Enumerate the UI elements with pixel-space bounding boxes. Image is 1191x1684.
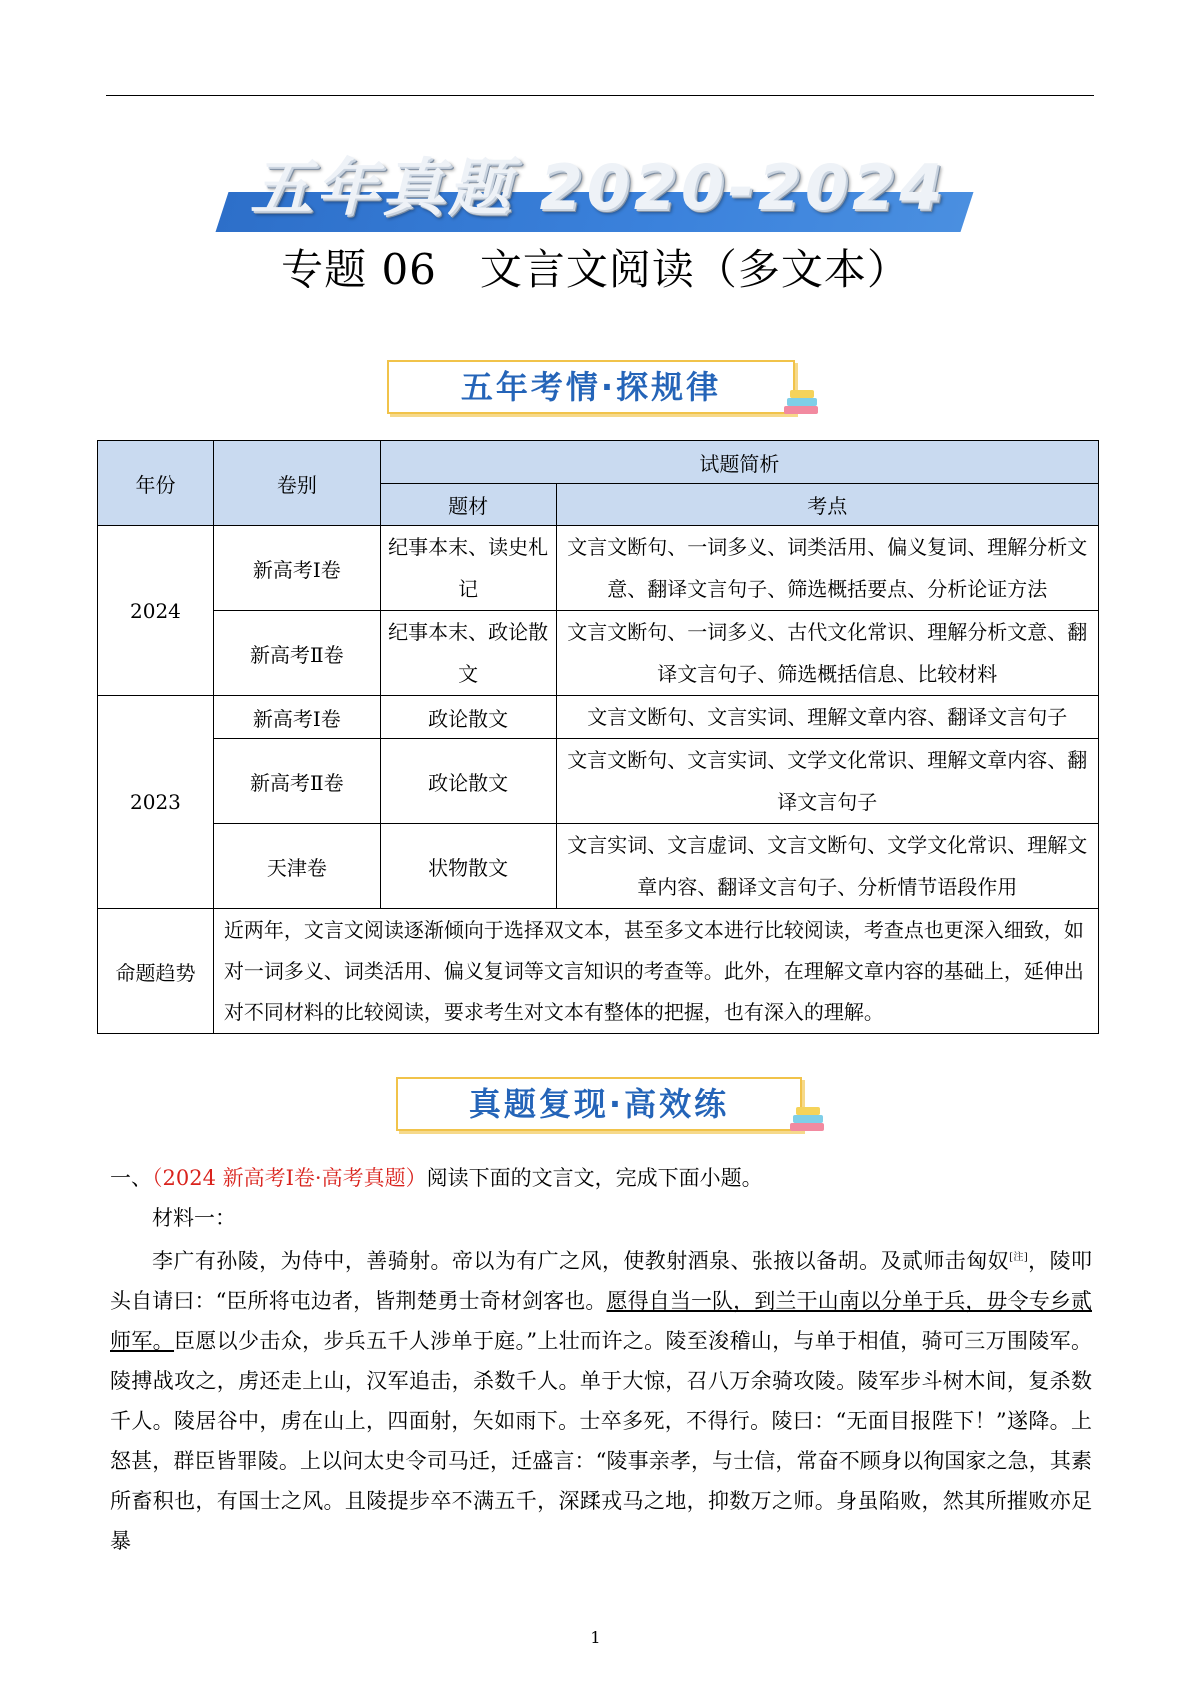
- header-year: 年份: [98, 441, 214, 526]
- page-number: 1: [590, 1628, 601, 1647]
- passage-paragraph: 李广有孙陵，为侍中，善骑射。帝以为有广之风，使教射酒泉、张掖以备胡。及贰师击匈奴[注]，陵叩头自请曰：“臣所将屯边者，皆荆楚勇士奇材剑客也。愿得自当一队，到兰干山南以分单于兵，毋令专乡贰师军。臣愿以少击众，步兵五千人涉单于庭。”上壮而许之。陵至浚稽山，与单于相值，骑可三万围陵军。陵搏战攻之，虏还走上山，汉军追击，杀数千人。单于大惊，召八万余骑攻陵。陵军步斗树木间，复杀数千人。陵居谷中，虏在山上，四面射，矢如雨下。士卒多死，不得行。陵曰：“无面目报陛下！”遂降。上怒甚，群臣皆罪陵。上以问太史令司马迁，迁盛言：“陵事亲孝，与士信，常奋不顾身以徇国家之急，其素所畜积也，有国士之风。且陵提步卒不满五千，深蹂戎马之地，抑数万之师。身虽陷败，然其所摧败亦足暴: [110, 1249, 1093, 1553]
- header-rule: [106, 95, 1094, 96]
- points-cell: 文言文断句、一词多义、古代文化常识、理解分析文意、翻译文言句子、筛选概括信息、比较材料: [556, 611, 1098, 696]
- question-number: 一、: [110, 1166, 152, 1190]
- paper-cell: 新高考Ⅰ卷: [213, 696, 380, 739]
- table-row: [98, 696, 1099, 739]
- trend-text-cell: 近两年，文言文阅读逐渐倾向于选择双文本，甚至多文本进行比较阅读，考查点也更深入细致，如对一词多义、词类活用、偏义复词等文言知识的考查等。此外，在理解文章内容的基础上，延伸出对不同材料的比较阅读，要求考生对文本有整体的把握，也有深入的理解。: [213, 909, 1098, 1034]
- table-row: [98, 739, 1099, 824]
- header-subject: 题材: [380, 484, 556, 526]
- table-row: [98, 909, 1099, 1034]
- paper-cell: 天津卷: [213, 824, 380, 909]
- subject-cell: 政论散文: [380, 696, 556, 739]
- exam-analysis-table: [97, 440, 1099, 1034]
- question-instruction: 阅读下面的文言文，完成下面小题。: [426, 1166, 763, 1190]
- year-cell: 2023: [98, 696, 214, 909]
- header-analysis: 试题简析: [380, 441, 1098, 484]
- section-label-text: 五年考情·探规律: [460, 368, 722, 406]
- points-cell: 文言文断句、一词多义、词类活用、偏义复词、理解分析文意、翻译文言句子、筛选概括要点、分析论证方法: [556, 526, 1098, 611]
- trend-label-cell: 命题趋势: [98, 909, 214, 1034]
- subject-cell: 纪事本末、读史札记: [380, 526, 556, 611]
- paper-cell: 新高考Ⅰ卷: [213, 526, 380, 611]
- note-marker: [注]: [1009, 1252, 1028, 1263]
- passage: [110, 1198, 1092, 1561]
- points-cell: 文言文断句、文言实词、理解文章内容、翻译文言句子: [556, 696, 1098, 739]
- header-paper: 卷别: [213, 441, 380, 526]
- banner-title: 五年真题 2020-2024: [250, 151, 947, 224]
- table-row: [98, 824, 1099, 909]
- paper-cell: 新高考Ⅱ卷: [213, 739, 380, 824]
- books-icon: [790, 1107, 826, 1135]
- section-label-trends: [387, 360, 795, 414]
- title-banner: [222, 148, 967, 233]
- year-cell: 2024: [98, 526, 214, 696]
- header-points: 考点: [556, 484, 1098, 526]
- subject-cell: 纪事本末、政论散文: [380, 611, 556, 696]
- section-label-text: 真题复现·高效练: [468, 1085, 730, 1123]
- question-source: （2024 新高考Ⅰ卷·高考真题）: [152, 1166, 427, 1190]
- material-label: 材料一：: [152, 1206, 236, 1230]
- points-cell: 文言实词、文言虚词、文言文断句、文学文化常识、理解文章内容、翻译文言句子、分析情节语段作用: [556, 824, 1098, 909]
- subject-cell: 状物散文: [380, 824, 556, 909]
- subject-cell: 政论散文: [380, 739, 556, 824]
- question-heading: [110, 1162, 763, 1192]
- table-row: [98, 611, 1099, 696]
- paper-cell: 新高考Ⅱ卷: [213, 611, 380, 696]
- table-row: [98, 526, 1099, 611]
- page-subtitle: 专题 06 文言文阅读（多文本）: [281, 245, 910, 294]
- underlined-sentence: 愿得自当一队，到兰干山南以分单于兵，毋令专乡贰师军。: [110, 1289, 1093, 1353]
- points-cell: 文言文断句、文言实词、文学文化常识、理解文章内容、翻译文言句子: [556, 739, 1098, 824]
- books-icon: [784, 390, 820, 418]
- section-label-practice: [396, 1077, 802, 1131]
